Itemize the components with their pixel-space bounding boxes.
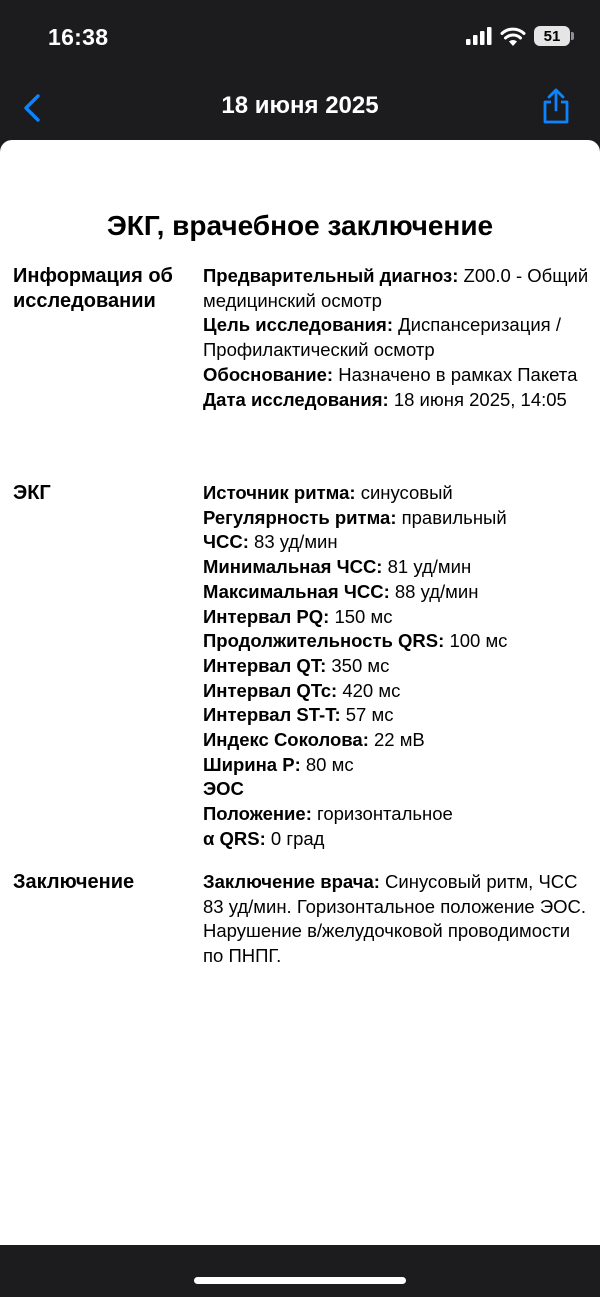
row-value: 100 мс (449, 630, 508, 652)
row-value: горизонтальное (317, 803, 453, 825)
home-indicator[interactable] (194, 1277, 406, 1284)
row-value: 420 мс (342, 679, 401, 701)
row-key: α QRS: (203, 827, 266, 849)
ecg-row (203, 605, 593, 630)
row-key: Интервал QTc: (203, 679, 338, 701)
section-study-info (13, 264, 593, 412)
section-content (203, 870, 593, 969)
row-key: ЭОС (203, 778, 244, 800)
row-value: 81 уд/мин (387, 556, 472, 578)
share-icon[interactable] (540, 86, 572, 126)
row-value: Z00.0 - Общий медицинский осмотр (203, 265, 589, 311)
section-label: ЭКГ (13, 482, 51, 504)
section-content (203, 481, 593, 852)
row-key: Индекс Соколова: (203, 729, 369, 751)
row-key: Положение: (203, 803, 312, 825)
section-conclusion (13, 870, 593, 969)
section-label: Информация об исследовании (13, 265, 173, 312)
ecg-row (203, 827, 593, 852)
section-content (203, 264, 593, 412)
row-value: синусовый (360, 482, 453, 503)
nav-title: 18 июня 2025 (221, 92, 379, 119)
row-value: 0 град (270, 827, 325, 849)
ecg-row (203, 679, 593, 704)
ecg-row (203, 703, 593, 728)
row-key: Заключение врача: (203, 871, 380, 892)
row-key: Продолжительность QRS: (203, 630, 445, 652)
ecg-row (203, 555, 593, 580)
ecg-row (203, 654, 593, 679)
row-value: 350 мс (331, 654, 390, 676)
info-row (203, 313, 593, 362)
ecg-row (203, 481, 593, 506)
nav-bar (0, 80, 600, 136)
ecg-row (203, 580, 593, 605)
row-key: Регулярность ритма: (203, 506, 397, 528)
row-key: Источник ритма: (203, 482, 356, 503)
status-time: 16:38 (48, 24, 109, 50)
row-key: Интервал ST-T: (203, 704, 341, 726)
status-icons (466, 26, 570, 46)
row-value: Назначено в рамках Пакета (338, 363, 578, 385)
row-key: Минимальная ЧСС: (203, 556, 383, 578)
info-row (203, 363, 593, 388)
cellular-signal-icon (466, 27, 492, 45)
section-label: Заключение (13, 871, 135, 893)
row-key: Интервал QT: (203, 654, 327, 676)
status-bar (0, 0, 600, 80)
row-value: 150 мс (334, 605, 393, 627)
row-key: Обоснование: (203, 363, 334, 385)
ecg-row (203, 777, 593, 802)
ecg-row (203, 802, 593, 827)
row-value: Синусовый ритм, ЧСС 83 уд/мин. Горизонтальное положение ЭОС. Нарушение в/желудочковой проводимости по ПНПГ. (203, 871, 587, 967)
conclusion-row (203, 870, 593, 969)
row-value: 22 мВ (374, 729, 425, 751)
document-title: ЭКГ, врачебное заключение (106, 210, 494, 241)
row-key: Предварительный диагноз: (203, 265, 459, 286)
wifi-icon (500, 27, 526, 46)
row-key: Ширина P: (203, 753, 301, 775)
ecg-row (203, 506, 593, 531)
battery-icon: 51 (534, 26, 570, 46)
row-key: ЧСС: (203, 531, 249, 553)
ecg-row (203, 728, 593, 753)
ecg-row (203, 753, 593, 778)
info-row (203, 264, 593, 313)
row-key: Интервал PQ: (203, 605, 330, 627)
row-value: 57 мс (345, 704, 394, 726)
row-key: Дата исследования: (203, 388, 389, 410)
info-row (203, 388, 593, 413)
section-ecg (13, 481, 593, 852)
row-key: Максимальная ЧСС: (203, 580, 390, 602)
document-sheet (0, 140, 600, 1245)
row-value: правильный (401, 506, 507, 528)
row-key: Цель исследования: (203, 314, 394, 336)
row-value: 83 уд/мин (254, 531, 338, 553)
row-value: 18 июня 2025, 14:05 (393, 388, 567, 410)
ecg-row (203, 629, 593, 654)
row-value: 88 уд/мин (394, 580, 479, 602)
row-value: 80 мс (305, 753, 354, 775)
row-value: Диспансеризация / Профилактический осмотр (203, 314, 561, 361)
ecg-row (203, 530, 593, 555)
